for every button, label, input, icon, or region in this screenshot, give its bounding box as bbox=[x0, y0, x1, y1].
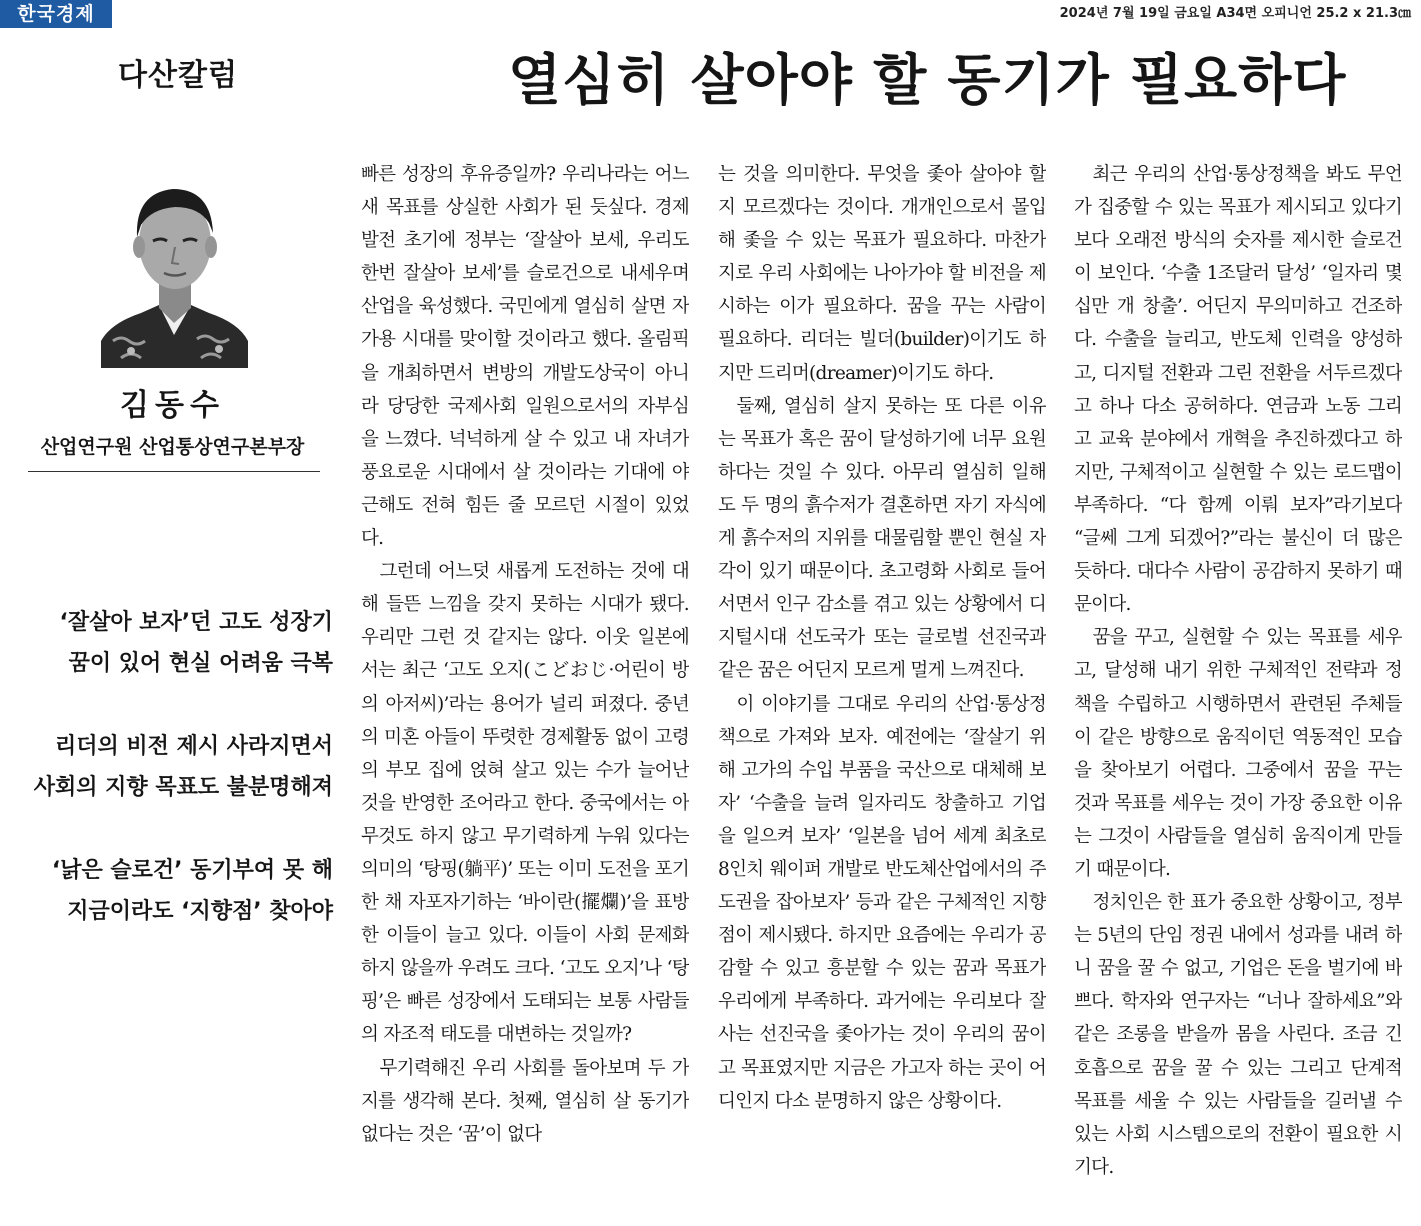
body-paragraph: 꿈을 꾸고, 실현할 수 있는 목표를 세우고, 달성해 내기 위한 구체적인 전략과 정책을 수립하고 시행하면서 관련된 주체들이 같은 방향으로 움직이던 역동적인 모습을 찾아보기 어렵다. 그중에서 꿈을 꾸는 것과 목표를 세우는 것이 가장 중요한 이유는 그것이 사람들을 열심히 움직이게 만들기 때문이다. bbox=[1074, 627, 1402, 880]
author-name: 김동수 bbox=[120, 388, 225, 423]
body-column bbox=[361, 158, 689, 1218]
column-name: 다산칼럼 bbox=[118, 58, 238, 93]
body-paragraph: 정치인은 한 표가 중요한 상황이고, 정부는 5년의 단임 정권 내에서 성과를 내려 하니 꿈을 꿀 수 없고, 기업은 돈을 벌기에 바쁘다. 학자와 연구자는 “너나 잘하세요”와 같은 조롱을 받을까 몸을 사린다. 조금 긴 호흡으로 꿈을 꿀 수 있는 그리고 단계적 목표를 세울 수 있는 사람들을 길러낼 수 있는 사회 시스템으로의 전환이 필요한 시기다. bbox=[1074, 892, 1402, 1178]
body-column bbox=[1074, 158, 1402, 1218]
body-paragraph: 이 이야기를 그대로 우리의 산업·통상정책으로 가져와 보자. 예전에는 ‘잘살기 위해 고가의 수입 부품을 국산으로 대체해 보자’ ‘수출을 늘려 일자리도 창출하고 기업을 일으켜 보자’ ‘일본을 넘어 세계 최초로 8인치 웨이퍼 개발로 반도체산업에서의 주도권을 잡아보자’ 등과 같은 구체적인 지향점이 제시됐다. 하지만 요즘에는 우리가 공감할 수 있고 흥분할 수 있는 꿈과 목표가 우리에게 부족하다. 과거에는 우리보다 잘사는 선진국을 좇아가는 것이 우리의 꿈이고 목표였지만 지금은 가고자 하는 곳이 어디인지 다소 분명하지 않은 상황이다. bbox=[718, 693, 1046, 1112]
subheadline bbox=[60, 602, 333, 684]
subheadline-line: ‘잘살아 보자’던 고도 성장기 bbox=[59, 610, 333, 635]
subheadline-line: ‘낡은 슬로건’ 동기부여 못 해 bbox=[51, 858, 333, 883]
headline: 열심히 살아야 할 동기가 필요하다 bbox=[508, 48, 1347, 112]
subheadline bbox=[52, 850, 333, 932]
newspaper-masthead: 한국경제 bbox=[0, 0, 112, 28]
body-column bbox=[718, 158, 1046, 1218]
subheadline bbox=[34, 726, 333, 808]
body-paragraph: 최근 우리의 산업·통상정책을 봐도 무언가 집중할 수 있는 목표가 제시되고 있다기보다 오래전 방식의 숫자를 제시한 슬로건이 보인다. ‘수출 1조달러 달성’ ‘일자리 몇십만 개 창출’. 어딘지 무의미하고 건조하다. 수출을 늘리고, 반도체 인력을 양성하고, 디지털 전환과 그린 전환을 서두르겠다고 하나 다소 공허하다. 연금과 노동 그리고 교육 분야에서 개혁을 추진하겠다고 하지만, 구체적이고 실현할 수 있는 로드맵이 부족하다. “다 함께 이뤄 보자”라기보다 “글쎄 그게 되겠어?”라는 불신이 더 많은 듯하다. 대다수 사람이 공감하지 못하기 때문이다. bbox=[1074, 164, 1402, 616]
publication-info: 2024년 7월 19일 금요일 A34면 오피니언 25.2 x 21.3㎝ bbox=[1059, 6, 1411, 21]
subheadline-line: 지금이라도 ‘지향점’ 찾아야 bbox=[67, 899, 333, 924]
body-paragraph: 무기력해진 우리 사회를 돌아보며 두 가지를 생각해 본다. 첫째, 열심히 살 동기가 없다는 것은 ‘꿈’이 없다 bbox=[361, 1057, 689, 1145]
subheadline-line: 꿈이 있어 현실 어려움 극복 bbox=[68, 651, 333, 676]
author-photo bbox=[101, 163, 248, 368]
body-paragraph: 빠른 성장의 후유증일까? 우리나라는 어느새 목표를 상실한 사회가 된 듯싶다. 경제발전 초기에 정부는 ‘잘살아 보세, 우리도 한번 잘살아 보세’를 슬로건으로 내세우며 산업을 육성했다. 국민에게 열심히 살면 자가용 시대를 맞이할 것이라고 했다. 올림픽을 개최하면서 변방의 개발도상국이 아니라 당당한 국제사회 일원으로서의 자부심을 느꼈다. 넉넉하게 살 수 있고 내 자녀가 풍요로운 시대에서 살 것이라는 기대에 야근해도 전혀 힘든 줄 모르던 시절이 있었다. bbox=[361, 164, 689, 550]
author-title: 산업연구원 산업통상연구본부장 bbox=[40, 436, 305, 458]
subheadline-line: 사회의 지향 목표도 불분명해져 bbox=[33, 775, 333, 800]
body-paragraph: 둘째, 열심히 살지 못하는 또 다른 이유는 목표가 혹은 꿈이 달성하기에 너무 요원하다는 것일 수 있다. 아무리 열심히 일해도 두 명의 흙수저가 결혼하면 자기 자식에게 흙수저의 지위를 대물림할 뿐인 현실 자각이 있기 때문이다. 초고령화 사회로 들어서면서 인구 감소를 겪고 있는 상황에서 디지털시대 선도국가 또는 글로벌 선진국과 같은 꿈은 어딘지 모르게 멀게 느껴진다. bbox=[718, 395, 1046, 682]
subheadline-line: 리더의 비전 제시 사라지면서 bbox=[54, 734, 333, 759]
divider bbox=[28, 471, 320, 472]
body-paragraph: 그런데 어느덧 새롭게 도전하는 것에 대해 들뜬 느낌을 갖지 못하는 시대가 됐다. 우리만 그런 것 같지는 않다. 이웃 일본에서는 최근 ‘고도 오지(こどおじ·어린이 방의 아저씨)’라는 용어가 널리 퍼졌다. 중년의 미혼 아들이 뚜렷한 경제활동 없이 고령의 부모 집에 얹혀 살고 있는 수가 늘어난 것을 반영한 조어라고 한다. 중국에서는 아무것도 하지 않고 무기력하게 누워 있다는 의미의 ‘탕핑(躺平)’ 또는 이미 도전을 포기한 채 자포자기하는 ‘바이란(擺爛)’을 표방한 이들이 늘고 있다. 이들이 사회 문제화하지 않을까 우려도 크다. ‘고도 오지’나 ‘탕핑’은 빠른 성장에서 도태되는 보통 사람들의 자조적 태도를 대변하는 것일까? bbox=[361, 561, 689, 1046]
body-paragraph: 는 것을 의미한다. 무엇을 좇아 살아야 할지 모르겠다는 것이다. 개개인으로서 몰입해 좇을 수 있는 목표가 필요하다. 마찬가지로 우리 사회에는 나아가야 할 비전을 제시하는 이가 필요하다. 꿈을 꾸는 사람이 필요하다. 리더는 빌더(builder)이기도 하지만 드리머(dreamer)이기도 하다. bbox=[718, 164, 1046, 384]
